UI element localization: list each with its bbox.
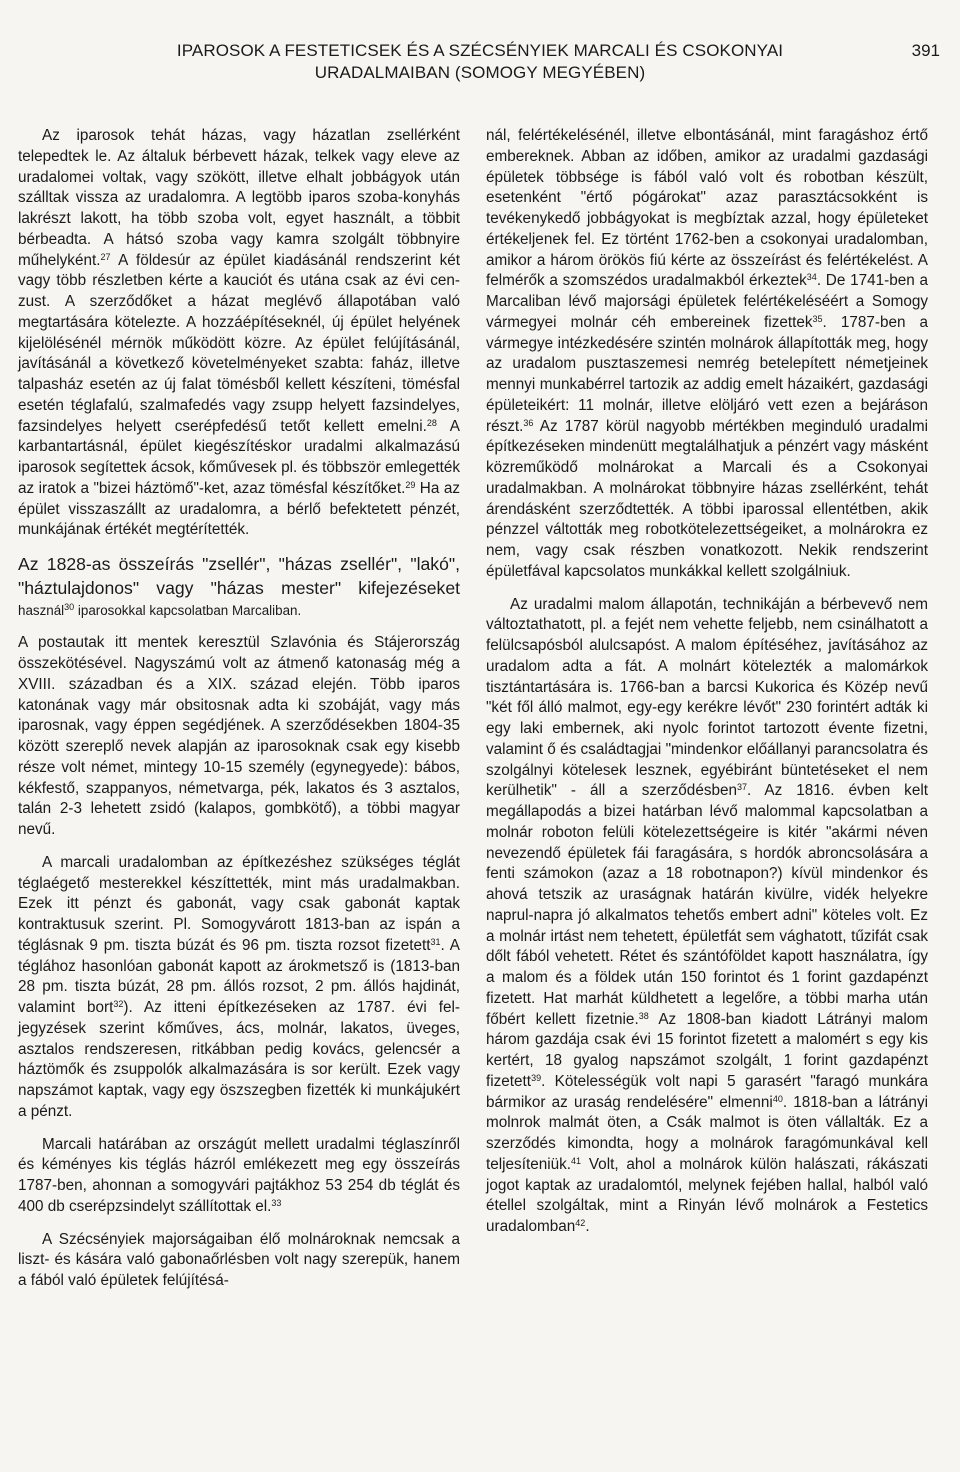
paragraph: A marcali uradalomban az építkezéshez szükséges téglát téglaégető mesterekkel készíttették, mint más uradalmakban. Ezek itt pénzt és gabonát, vagy csak gabonát kaptak kontraktusuk szerint. Pl. Somogyvárott 1813-ban az ispán a téglásnak 9 pm. tiszta búzát és 96 pm. tiszta rozsot fizetett$^{31}$. A téglához hasonlóan gabonát kapott az árokmetsző is (1813-ban 28 pm. tiszta búzát, 28 pm. állós rozsot, 2 pm. állós hajdinát, valamint bort$^{32}$). Az itteni építkezéseken az 1787. évi feljegyzések szerint kőműves, ács, molnár, lakatos, üveges, asztalos rendszeresen, ritkábban pedig kovács, gelencsér a háztömők és zsuppolók alkalmazására is sor került. Ezek vagy napszámot kaptak, vagy egy öszszegben fizették ki munkájukért a pénzt. — [18, 853, 461, 1120]
footnote-ref: 36 — [523, 417, 534, 428]
right-column — [486, 126, 928, 1238]
footnote-ref: 28 — [426, 417, 437, 428]
running-title-line-2: URADALMAIBAN (SOMOGY MEGYÉBEN) — [314, 63, 646, 82]
paragraph: A Szécsényiek majorságaiban élő molnároknak nemcsak a liszt- és kására való gabonaőrlésben volt nagy szerepük, hanem a fából való épületek felújítésá- — [18, 1230, 460, 1289]
left-column — [18, 126, 460, 1292]
paragraph: Az 1828-as összeírás "zsellér", "házas zsellér", "lakó", "háztulajdonos" vagy "házas mester" kifejezéseket használ$^{30}$ iparosokkal kapcsolatban Marcaliban. — [18, 554, 460, 618]
paragraph: Az iparosok tehát házas, vagy házatlan zsellérként telepedtek le. Az általuk bérbevett házak, telkek vagy eleve az uradalomei voltak, vagy szökött, illetve elhalt jobbágyok után szálltak vissza az uradalomra. A legtöbb iparos szoba-konyhás lakrészt lakott, ha több szoba volt, egyet használt, a többit bérbeadta. A hátsó szoba vagy kamra szolgált többnyire műhelyként.$^{27}$ A földesúr az épület kiadásánál rendszerint két vagy több részletben kérte a kauciót és utána csak az évi cenzust. A szerződőket a házat meglévő állapotában való megtartására kötelezte. A hozzáépítéseknél, új épület helyének kijelölésénél mérnök működött közre. Az épület felújításánál, javításánál a következő követelményeket szabta: faház, illetve talpasház esetén az új falat tömésből kellett készíteni, tömésfal esetén téglafalú, szalmafedés vagy zsupp helyett fazsindelyes, fazsindelyes helyett cserépfedésű tetőt kellett emelni.$^{28}$ A karbantartásnál, épület kiegészítéskor uradalmi alkalmazású iparosok segítettek ácsok, kőművesek pl. és többször emlegették az iratok a "bizei háztömő"-ket, azaz tömésfal készítőket.$^{29}$ Ha az épület visszaszállt az uradalomra, a bérlő befektetett pénzét, munkájának értékét megtérítették. — [18, 127, 460, 539]
running-title-line-1: IPAROSOK A FESTETICSEK ÉS A SZÉCSÉNYIEK MARCALI ÉS CSOKONYAI — [176, 41, 784, 60]
footnote-ref: 41 — [571, 1155, 582, 1166]
footnote-ref: 29 — [405, 479, 416, 490]
footnote-ref: 35 — [812, 313, 823, 324]
footnote-ref: 38 — [638, 1010, 649, 1021]
footnote-ref: 32 — [113, 999, 124, 1009]
paragraph: Marcali határában az országút mellett uradalmi téglaszínről és kéményes kis téglás házról emlékezett meg egy összeírás 1787-ben, ahonnan a somogyvári pajtákhoz 53 254 db téglát és 400 db cserépzsindelyt szállítottak el.$^{33}$ — [18, 1135, 460, 1215]
footnote-ref: 31 — [430, 936, 441, 947]
page-header — [0, 40, 960, 84]
footnote-ref: 27 — [100, 251, 111, 262]
footnote-ref: 39 — [531, 1072, 542, 1083]
footnote-ref: 37 — [737, 782, 748, 793]
paragraph: A postautak itt mentek keresztül Szlavónia és Stájerország összekötésével. Nagyszámú volt az átmenő katonaság még a XVIII. században és a XIX. század elején. Több iparos katonának vagy már obsitosnak adta ki szobáját, vagy más iparosnak, vagy éppen segédjének. A szerződésekben 1804-35 között szereplő nevek alapján az iparosoknak csak egy kisebb része volt német, mintegy 10-15 személy (egynegyede): bábos, kékfestő, szappanyos, németvarga, pék, lakatos és 3 asztalos, talán 2-3 lehetett zsidó (kalapos, gombkötő), a többi magyar nevű. — [18, 634, 460, 838]
footnote-ref: 34 — [806, 272, 817, 283]
paragraph: Az uradalmi malom állapotán, technikáján a bérbevevő nem változtathatott, pl. a fejét nem vehette feljebb, nem csinálhatott a felülcsapósból alulcsapóst. A malom építéséhez, javításához az uradalom adta a fát. A molnárt kötelezték a malomárkok tisztántartására is. 1766-ban a barcsi Kukorica és Közép nevű "két fől álló malmot, egy-egy kerékre lévőt" 230 forintért adták ki egy laki embernek, aki nyolc forintot tartozott évente fizetni, valamint ő és családtagjai "mindenkor előállanyi parancsolatra és szolgálnyi kötelesek lesznek, egyébiránt büntetéseket el nem kerülhetik" - áll a szerződésben$^{37}$. Az 1816. évben kelt megállapodás a bizei határban lévő malommal kapcsolatban a molnár roboton felüli kötelezettségeire is kitér "akármi néven nevezendő épületek fái faragására, s hordók abroncsolására a fenti számokon (azaz a 18 robotnapon?) kívül mindenkor és ahová tetszik az uraságnak határán kivülre, vidék helyekre naprul-napra jó alkalmatos tehetős embert adni" köteles volt. Ez a molnár irtást nem tehetett, épületfát sem vághatott, tűzifát csak dőlt fából vehetett. Rétet és szántóföldet kapott használatra, így a malom és a földek után 150 forintot és 1 forint gazdapénzt fizetett. Hat marhát küldhetett a legelőre, a többi marha után főbért kellett fizetnie.$^{38}$ Az 1808-ban kiadott Látrányi malom három gazdája csak évi 15 forintot fizetett a malomért s egy kis kertért, 18 gyalog napszámot szolgált, 1 forint gazdapénzt fizetett$^{39}$. Kötelességük volt napi 5 garasért "faragó munkára bármikor az uraság rendelésére" elmenni$^{40}$. 1818-ban a látrányi molnrok malmát öten, a Csák malmot is öten vállalták. Ez a szerződés kimondta, hogy a molnárok faragómunkával kell teljesíteniük.$^{41}$ Volt, ahol a molnárok külön halászati, rákászati jogot kaptak az uradalomtól, melynek fejében hallal, halból való étellel szolgáltak, mint a Rinyán lévő molnárok a Festetics uradalomban$^{42}$. — [486, 595, 929, 1235]
footnote-ref: 33 — [271, 1197, 282, 1208]
page-number: 391 — [911, 41, 940, 60]
paragraph: nál, felértékelésénél, illetve elbontásánál, mint faragáshoz értő embereknek. Abban az időben, amikor az uradalmi gazdasági épületek többsége is fából való volt és robotban készült, esetenként "értő pógárokat" azaz parasztácsokként is tevékenykedő jobbágyokat is megbíztak azzal, hogy épületeket értékeljenek fel. Ez történt 1762-ben a csokonyai uradalomban, amikor a három örökös fiú kérte az összeírást és felértékelést. A felmérők a szomszédos uradalmakból érkeztek$^{34}$. De 1741-ben a Marcaliban lévő majorsági épületek felértékeléséért a Somogy vármegyei molnár céh embereinek fizettek$^{35}$. 1787-ben a vármegye intézkedésére szintén molnárok állapították meg, hogy az uradalom pusztaszemesi nemrég betelepített németjeinek mennyi munkabérrel tartozik az addig emelt házaikért, gazdasági épületeikért: 11 molnár, illetve elöljáró vett ezen a bejáráson részt.$^{36}$ Az 1787 körül nagyobb mértékben meginduló uradalmi építkezéseken mindenütt megtalálhatjuk a pénzért vagy másként közreműködő molnárokat a Marcali és a Csokonyai uradalmakban. A molnárokat többnyire házas zsellérként, tehát árendásként szerződtették. A többi iparossal ellentétben, akik pénzzel váltották meg robotkötelezettségeiket, a molnárokra ez nem, vagy csak részben vonatkozott. Nekik rendszerint épületfával kapcsolatos munkákkal kellett szolgálniuk. — [486, 127, 929, 580]
footnote-ref: 40 — [772, 1093, 783, 1104]
footnote-ref: 42 — [575, 1218, 586, 1228]
footnote-ref: 30 — [64, 601, 75, 612]
